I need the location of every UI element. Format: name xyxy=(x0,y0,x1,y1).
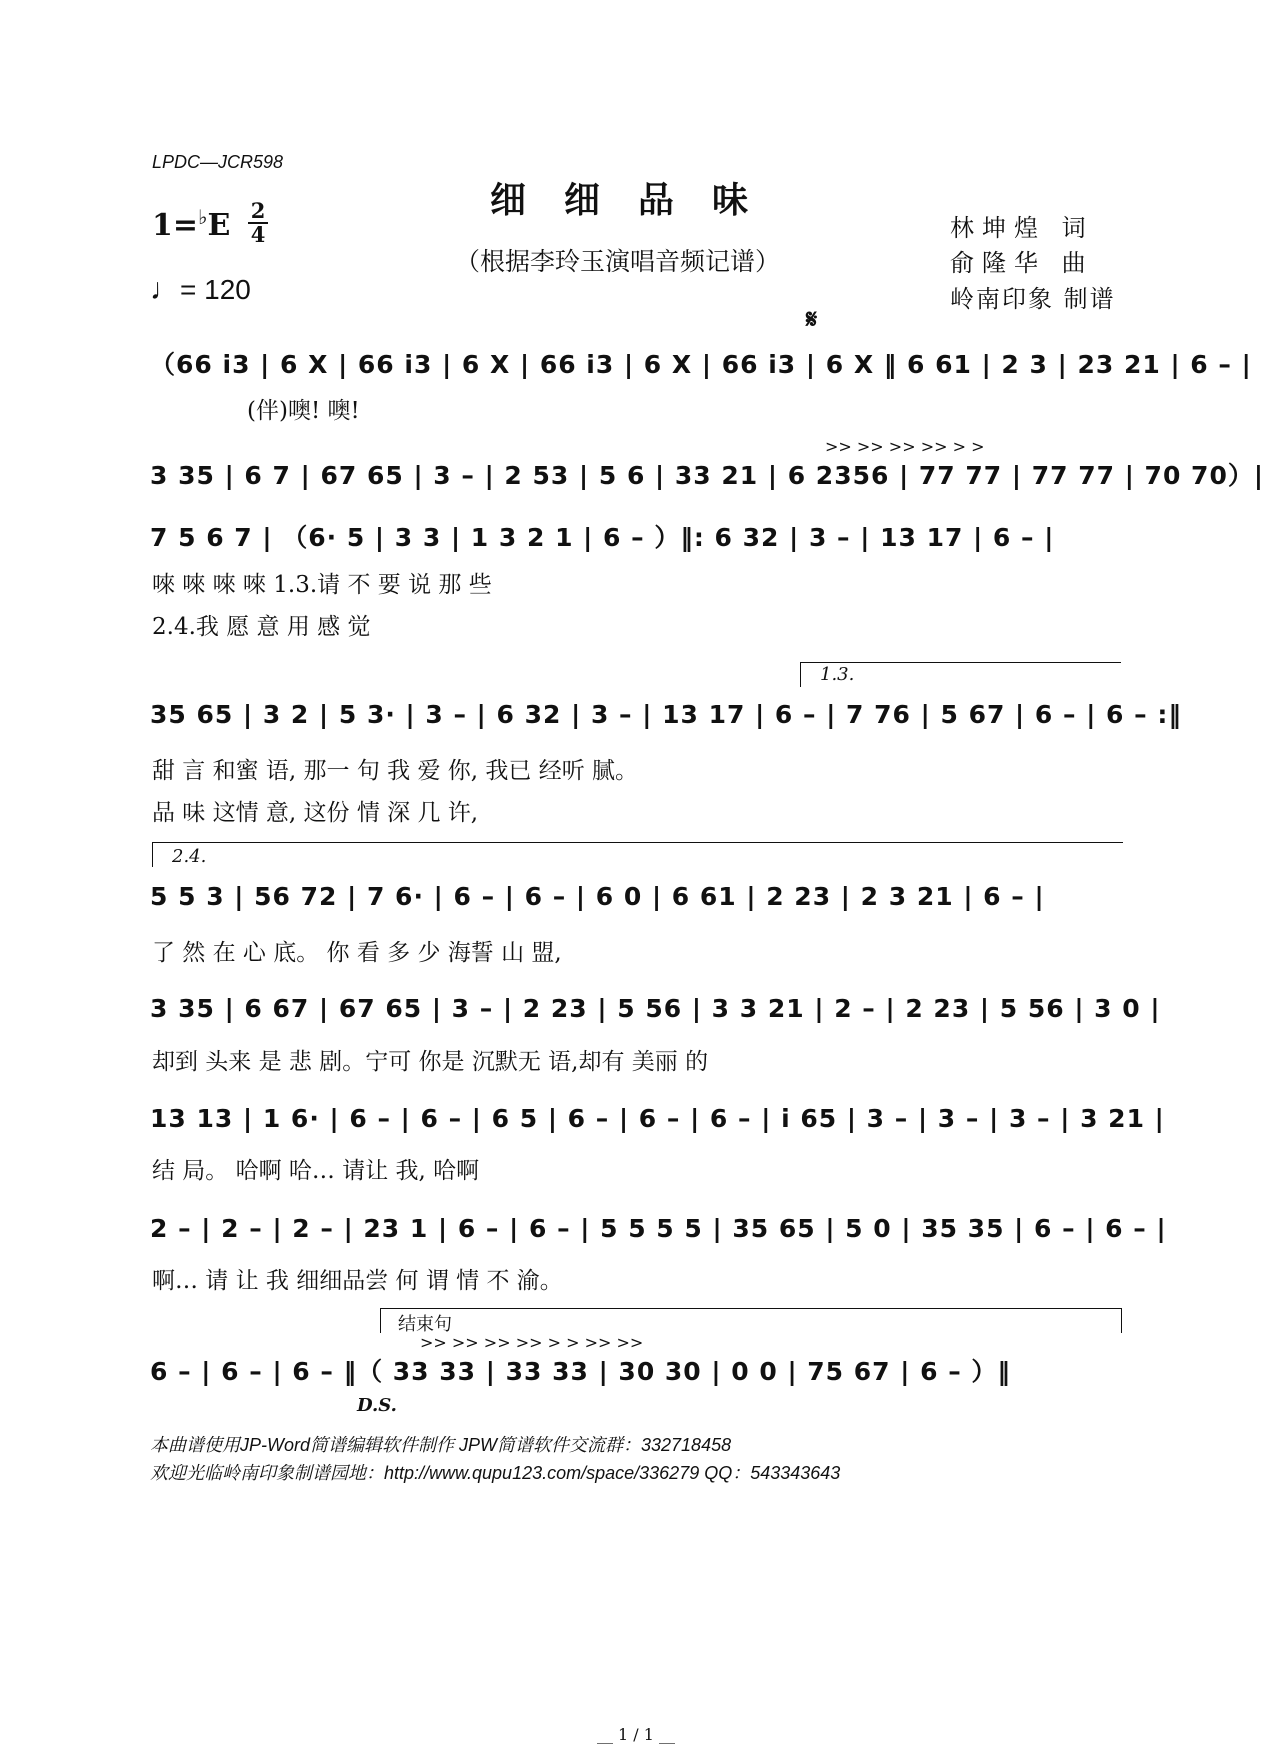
ending-phrase-label: 结束句 xyxy=(398,1314,452,1335)
volta-2-4-label: 2.4. xyxy=(172,846,207,867)
notation-row-5: 5 5 3 | 56 72 | 7 6· | 6 – | 6 – | 6 0 | 6 61 | 2 23 | 2 3 21 | 6 – | xyxy=(150,882,1045,911)
lyric-row-1: (伴)噢! 噢! xyxy=(247,398,360,424)
time-signature xyxy=(247,200,269,246)
notation-row-9: 6 – | 6 – | 6 – ‖（ 33 33 | 33 33 | 30 30 | 0 0 | 75 67 | 6 – ）‖ xyxy=(150,1357,1011,1386)
score-code: LPDC—JCR598 xyxy=(152,152,284,172)
lyric-row-7: 结 局。 哈啊 哈… 请让 我, 哈啊 xyxy=(152,1158,480,1184)
time-top: 2 xyxy=(250,198,266,223)
page-number: __ 1 / 1 __ xyxy=(596,1725,676,1744)
subtitle: （根据李玲玉演唱音频记谱） xyxy=(455,247,781,276)
accent-marks-row-2: >> >> >> >> > > xyxy=(825,437,985,456)
notation-row-7: 13 13 | 1 6· | 6 – | 6 – | 6 5 | 6 – | 6 – | 6 – | i 65 | 3 – | 3 – | 3 – | 3 21 | xyxy=(150,1104,1165,1133)
notation-row-8: 2 – | 2 – | 2 – | 23 1 | 6 – | 6 – | 5 5 5 5 | 35 65 | 5 0 | 35 35 | 6 – | 6 – | xyxy=(150,1214,1167,1243)
notation-row-3: 7 5 6 7 | （6· 5 | 3 3 | 1 3 2 1 | 6 – ）‖: 6 32 | 3 – | 13 17 | 6 – | xyxy=(150,523,1055,552)
lyric-row-8: 啊… 请 让 我 细细品尝 何 谓 情 不 渝。 xyxy=(152,1268,563,1294)
arranger: 岭南印象 制谱 xyxy=(950,285,1116,313)
lyric-row-4a: 甜 言 和蜜 语, 那一 句 我 爱 你, 我已 经听 腻。 xyxy=(152,758,639,784)
lyric-row-3b: 2.4.我 愿 意 用 感 觉 xyxy=(152,614,371,640)
flat-icon: ♭ xyxy=(198,205,208,229)
footer-line-1: 本曲谱使用JP-Word简谱编辑软件制作 JPW简谱软件交流群：332718458 xyxy=(150,1435,732,1455)
composer: 俞隆华 曲 xyxy=(950,249,1094,277)
notation-row-1: （66 i3 | 6 X | 66 i3 | 6 X | 66 i3 | 6 X | 66 i3 | 6 X ‖ 6 61 | 2 3 | 23 21 | 6 – | xyxy=(150,350,1252,379)
tempo-marking xyxy=(150,273,251,307)
accent-marks-row-9: >> >> >> >> > > >> >> xyxy=(420,1333,644,1352)
page-title: 细细品味 xyxy=(490,179,787,221)
ending-phrase-bracket xyxy=(380,1308,1122,1333)
volta-1-3-label: 1.3. xyxy=(820,664,855,685)
notation-row-6: 3 35 | 6 67 | 67 65 | 3 – | 2 23 | 5 56 | 3 3 21 | 2 – | 2 23 | 5 56 | 3 0 | xyxy=(150,994,1161,1023)
segno-icon: 𝄋 xyxy=(806,305,818,335)
key-prefix: 1= xyxy=(152,208,199,243)
volta-2-4 xyxy=(152,842,1123,867)
notation-row-4: 35 65 | 3 2 | 5 3· | 3 – | 6 32 | 3 – | 13 17 | 6 – | 7 76 | 5 67 | 6 – | 6 – :‖ xyxy=(150,700,1182,729)
lyricist: 林坤煌 词 xyxy=(950,214,1094,242)
footer-line-2: 欢迎光临岭南印象制谱园地：http://www.qupu123.com/space/336279 QQ：543343643 xyxy=(150,1463,841,1483)
lyric-row-6: 却到 头来 是 悲 剧。宁可 你是 沉默无 语,却有 美丽 的 xyxy=(152,1049,709,1075)
lyric-row-3a: 唻 唻 唻 唻 1.3.请 不 要 说 那 些 xyxy=(152,572,492,598)
lyric-row-4b: 品 味 这情 意, 这份 情 深 几 许, xyxy=(152,800,479,826)
notation-row-2: 3 35 | 6 7 | 67 65 | 3 – | 2 53 | 5 6 | 33 21 | 6 2356 | 77 77 | 77 77 | 70 70）| xyxy=(150,461,1264,490)
dal-segno-label: D.S. xyxy=(357,1395,397,1416)
key-signature xyxy=(152,205,230,243)
quarter-note-icon: ♩ xyxy=(150,273,180,306)
time-bottom: 4 xyxy=(250,222,266,247)
lyric-row-5: 了 然 在 心 底。 你 看 多 少 海誓 山 盟, xyxy=(152,940,562,966)
key-note: E xyxy=(207,208,231,243)
tempo-value: = 120 xyxy=(180,274,251,305)
